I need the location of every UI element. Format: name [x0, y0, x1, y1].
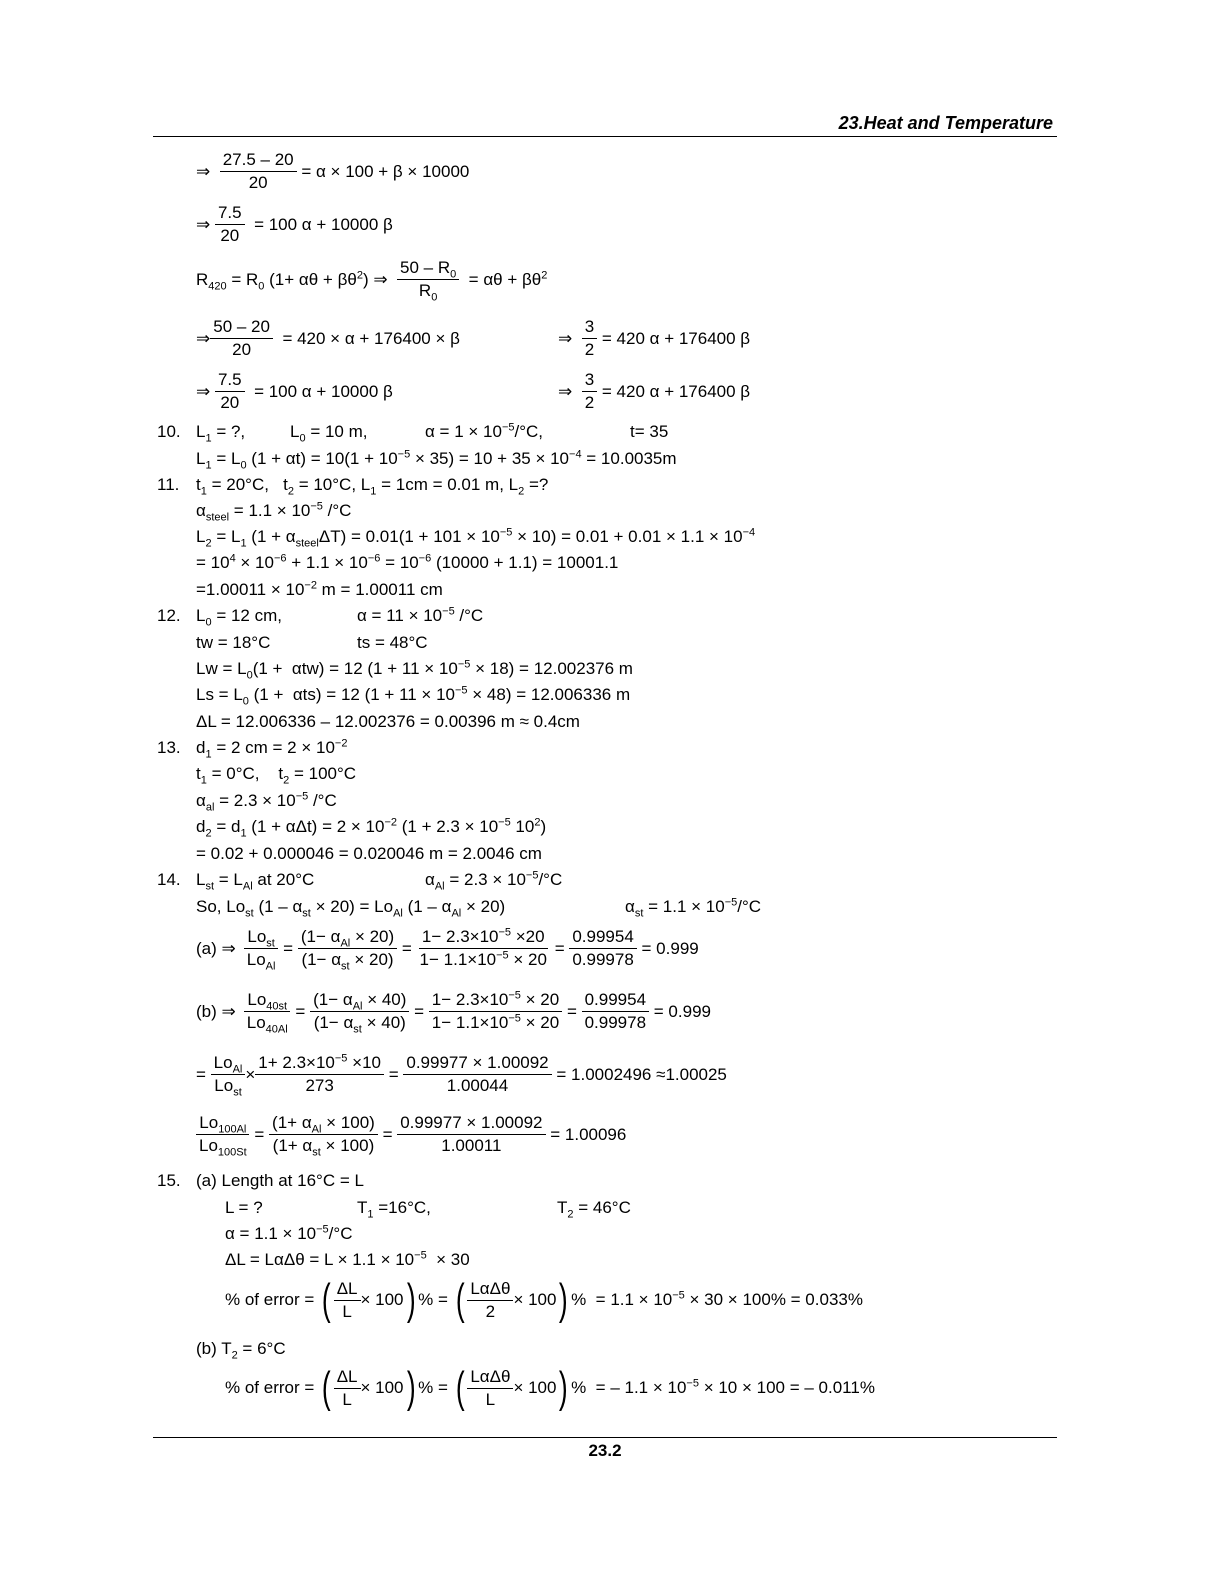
q11-line2: $\alpha_{steel} = 1.1 \times 10^{-5}$ /°C: [196, 500, 352, 524]
eq-line-3: $R_{420} = R_0$ $(1+ \alpha\theta + \beta\theta^2)$ ⇒ $\frac{50 - R_0}{R_0}$ = $\alpha\theta + \beta\theta^2$: [196, 258, 548, 304]
question-number: 11.: [157, 475, 180, 494]
fraction: $\frac{\Delta L}{L}$: [334, 1367, 361, 1410]
eq-line-2: ⇒ 7.5 20 = 100 α + 10000 β: [196, 203, 393, 245]
q14-eq-b: (b) ⇒ $\frac{Lo_{40st}}{Lo_{40Al}}$ = $(1- \alpha_{Al} \times 40)$ $(1- \alpha_{st} \times 40)$ = $\frac{1- 2.3\times 10^{-5} \times 20}{1- 1.1\times 10^{-5} \times 20}$ = $\frac{0.99954}{0.99978}$ = 0.999: [196, 989, 711, 1036]
eq-line-5b: ⇒ 3 2 = 420 α + 176400 β: [558, 370, 751, 412]
q12-line5: ΔL = 12.006336 – 12.002376 = 0.00396 m ≈ 0.4cm: [196, 712, 580, 731]
q15-dL: $\Delta L = L\alpha\Delta\theta = L \times 1.1 \times 10^{-5} \times 30$: [225, 1249, 470, 1269]
q13-line4: $d_2 = d_1$ $(1 + \alpha\Delta t) = 2 \times 10^{-2}$ ($1 + 2.3 \times 10^{-5}$ $10^2$): [196, 816, 547, 840]
q13-line2: $t_1 = 0^\circ C$, $t_2 = 100^\circ C$: [196, 764, 357, 787]
fraction: $\frac{Lo_{40st}}{Lo_{40Al}}$: [244, 990, 291, 1033]
q10-line2: $L_1 = L_0$ $(1 + \alpha t) = 10(1 + 10^{-5} \times 35) = 10 + 35 \times 10^{-4} = 10.0035m$: [196, 448, 677, 472]
question-number: 13.: [157, 738, 181, 757]
q12-line4: $Ls = L_0$ (1 + αts) = 12 $(1 + 11 \times 10^{-5} \times 48) = 12.006336$ m: [196, 684, 631, 708]
q15-error-a: % of error = ( $\frac{\Delta L}{L}$ × 100 ) % = ( LαΔθ 2 × 100 ) % = $1.1 \times 10^{-5} \times 30 \times 100\% = 0.033\%$: [225, 1275, 863, 1324]
question-number: 14.: [157, 870, 181, 889]
q15-L: L = ?: [225, 1198, 263, 1217]
eq-line-1: ⇒ 27.5 – 20 20 = α × 100 + β × 10000: [196, 150, 470, 192]
eq-line-4: ⇒ 50 – 20 20 = 420 × α + 176400 × β: [196, 317, 460, 359]
page-number: 23.2: [588, 1441, 622, 1460]
question-number: 15.: [157, 1171, 181, 1190]
q15-b: (b) $T_2 = 6^\circ C$: [196, 1339, 286, 1362]
fraction: $\frac{0.99977 \times 1.00092}{1.00044}$: [403, 1053, 551, 1096]
footer-rule: [153, 1437, 1057, 1438]
fraction: 7.5 20: [215, 203, 245, 246]
fraction: $Lo_{st}$ $Lo_{Al}$: [244, 927, 279, 970]
fraction: 27.5 – 20 20: [220, 150, 297, 193]
q12-alpha: $\alpha = 11 \times 10^{-5}$ /°C: [357, 605, 484, 625]
q14-line2: So, $Lo_{st}$ $(1 - \alpha_{st} \times 20) = Lo_{Al}$ $(1 - \alpha_{Al} \times 20)$: [196, 897, 506, 920]
q12-line3: $Lw = L_0(1 + \alpha tw) = 12$ $(1 + 11 \times 10^{-5} \times 18) = 12.002376$ m: [196, 658, 633, 682]
fraction: $(1- \alpha_{Al} \times 20)$ $(1- \alpha_{st} \times 20)$: [298, 927, 397, 970]
fraction: $\frac{1- 2.3\times 10^{-5} \times 20}{1- 1.1\times 10^{-5} \times 20}$: [429, 990, 562, 1033]
fraction: 3 2: [582, 317, 597, 360]
q15-T1: $T_1 =16^\circ C$,: [357, 1198, 431, 1221]
question-number: 10.: [157, 422, 181, 441]
q11-line1: $t_1 = 20^\circ C$, $t_2 = 10^\circ C$, $L_1 = 1cm = 0.01$ m, $L_2$ =?: [196, 475, 549, 498]
fraction: LαΔθ 2: [467, 1279, 513, 1322]
q15-line1: (a) Length at 16°C = L: [196, 1171, 364, 1190]
fraction: $\frac{0.99954}{0.99978}$: [569, 927, 636, 970]
q14-alpha-al: $\alpha_{Al} = 2.3 \times 10^{-5}/^\circ C$: [425, 869, 563, 893]
q13-line3: $\alpha_{al} = 2.3 \times 10^{-5}$ /°C: [196, 790, 337, 814]
q11-line4: = $10^4 \times 10^{-6} + 1.1 \times 10^{-6} = 10^{-6}$ (10000 + 1.1) = 10001.1: [196, 552, 619, 572]
q14-line1: $L_{st} = L_{Al}$ at 20°C: [196, 870, 315, 893]
q10-l0: $L_0 = 10$ m,: [290, 422, 368, 445]
q13-line5: = 0.02 + 0.000046 = 0.020046 m = 2.0046 cm: [196, 844, 542, 863]
fraction: $\frac{50 - R_0}{R_0}$: [397, 258, 459, 301]
eq-line-4b: ⇒ 3 2 = 420 α + 176400 β: [558, 317, 751, 359]
fraction: $\frac{1+ 2.3\times 10^{-5} \times 10}{273}$: [255, 1053, 384, 1096]
q12-l0: $L_0 = 12$ cm,: [196, 606, 282, 629]
fraction: $\frac{0.99977 \times 1.00092}{1.00011}$: [397, 1113, 545, 1156]
q10-t: t= 35: [630, 422, 669, 441]
q15-error-b: % of error = ( $\frac{\Delta L}{L}$ × 100 ) % = ( LαΔθ L × 100 ) % = – $1.1 \times 10^{-5} \times 10 \times 100$ = – 0.011%: [225, 1363, 875, 1412]
fraction: 50 – 20 20: [210, 317, 273, 360]
q15-alpha: $\alpha = 1.1 \times 10^{-5}/^\circ C$: [225, 1223, 353, 1243]
fraction: 7.5 20: [215, 370, 245, 413]
fraction: $\frac{\Delta L}{L}$: [334, 1279, 361, 1322]
fraction: $\frac{1- 2.3\times 10^{-5} \times 20}{1- 1.1\times 10^{-5} \times 20}$: [419, 926, 547, 969]
q14-eq-c: = $Lo_{Al}$ $Lo_{st}$ × $\frac{1+ 2.3\times 10^{-5} \times 10}{273}$ = $\frac{0.99977 \times 1.00092}{1.00044}$ = 1.0002496 ≈1.00025: [196, 1052, 727, 1099]
q14-eq-d: $\frac{Lo_{100Al}}{Lo_{100St}}$ = $(1+ \alpha_{Al} \times 100)$ $(1+ \alpha_{st} \times 100)$ = $\frac{0.99977 \times 1.00092}{1.00011}$ = 1.00096: [196, 1113, 626, 1156]
fraction: $(1- \alpha_{Al} \times 40)$ $(1- \alpha_{st} \times 40)$: [310, 990, 409, 1033]
fraction: $Lo_{Al}$ $Lo_{st}$: [211, 1053, 246, 1096]
q10-l1: $L_1$ = ?,: [196, 422, 246, 445]
q12-tw: tw = 18°C: [196, 633, 271, 652]
fraction: 3 2: [582, 370, 597, 413]
page-header-title: 23.Heat and Temperature: [838, 113, 1053, 133]
fraction: $\frac{Lo_{100Al}}{Lo_{100St}}$: [196, 1113, 250, 1156]
question-number: 12.: [157, 606, 181, 625]
fraction: $(1+ \alpha_{Al} \times 100)$ $(1+ \alpha_{st} \times 100)$: [269, 1113, 378, 1156]
eq-line-5: ⇒ 7.5 20 = 100 α + 10000 β: [196, 370, 393, 412]
q10-alpha: $\alpha = 1 \times 10^{-5}/^\circ C$,: [425, 421, 544, 441]
q13-line1: $d_1 = 2$ cm = $2 \times 10^{-2}$: [196, 737, 348, 761]
fraction: LαΔθ L: [467, 1367, 513, 1410]
q14-eq-a: (a) ⇒ $Lo_{st}$ $Lo_{Al}$ = $(1- \alpha_{Al} \times 20)$ $(1- \alpha_{st} \times 20)$ = $\frac{1- 2.3\times 10^{-5} \times 20}{1- 1.1\times 10^{-5} \times 20}$ = $\frac{0.99954}{0.99978}$ = 0.999: [196, 926, 699, 973]
fraction: $\frac{0.99954}{0.99978}$: [582, 990, 649, 1033]
header-rule: [153, 136, 1057, 137]
q14-alpha-st: $\alpha_{st} = 1.1 \times 10^{-5}/^\circ C$: [625, 896, 762, 920]
q11-line3: $L_2 = L_1$ $(1 + \alpha_{steel}\Delta T) = 0.01(1 + 101 \times 10^{-5} \times 10) = 0.01 + 0.01 \times 1.1 \times 10^{-4}$: [196, 526, 756, 550]
q11-line5: $=1.00011 \times 10^{-2}$ m = 1.00011 cm: [196, 579, 443, 599]
q12-ts: ts = 48°C: [357, 633, 428, 652]
q15-T2: $T_2 = 46^\circ C$: [557, 1198, 631, 1221]
